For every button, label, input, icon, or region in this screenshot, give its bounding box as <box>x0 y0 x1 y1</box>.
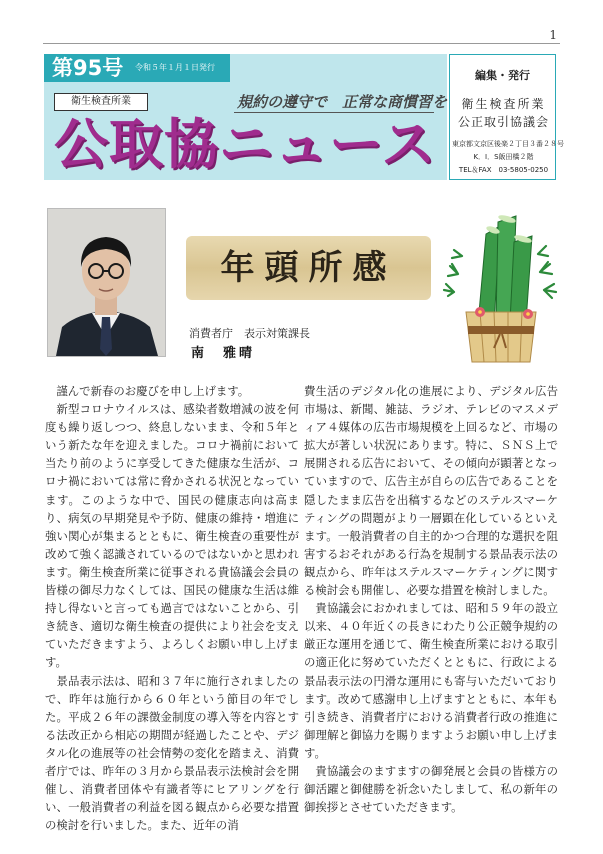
heading-banner <box>186 236 431 300</box>
article-column-left <box>45 382 299 834</box>
top-rule <box>43 43 560 44</box>
paragraph: 貴協議会におかれましては、昭和５９年の設立以来、４０年近くの長きにわたり公正競争規約の厳正な運用を通じて、衛生検査所業における取引の適正化に努めていただくとともに、行政による景品表示法の円滑な運用にも寄与いただいております。改めて感謝申し上げますとともに、本年も引き続き、消費者庁における消費者行政の推進に御理解と御協力を賜りますようお願い申し上げます。 <box>304 601 558 760</box>
paragraph: 景品表示法は、昭和３７年に施行されましたので、昨年は施行から６０年という節目の年でした。平成２６年の課徴金制度の導入等を内容とする法改正から相応の期間が経過したことや、デジタル化の進展等の社会情勢の変化を踏まえ、消費者庁では、昨年の３月から景品表示法検討会を開催し、消費者団体や有識者等にヒアリングを行い、一般消費者の利益を図る観点から必要な措置の検討を行いました。また、近年の消 <box>45 673 299 833</box>
publisher-line-2: 公正取引協議会 <box>457 115 549 129</box>
masthead <box>44 54 564 184</box>
paragraph: 費生活のデジタル化の進展により、デジタル広告市場は、新聞、雑誌、ラジオ、テレビのマスメディア４媒体の広告市場規模を上回るなど、市場の拡大が著しい状況にあります。特に、ＳＮＳ上で展開される広告において、その傾向が顕著となっていますので、広告主が自らの広告であることを隠したまま広告を出稿するなどのステルスマーケティングの問題がより一層顕在化しているといえます。一般消費者の自主的かつ合理的な選択を阻害するおそれがある行為を規制する景品表示法の観点から、昨年はステルスマーケティングに関する検討会も開催し、必要な措置を検討しました。 <box>304 384 558 598</box>
masthead-title-block <box>44 54 447 180</box>
author-name: 南 雅晴 <box>191 346 256 361</box>
article-heading: 年頭所感 <box>220 248 397 288</box>
address-line-2: K．I．S飯田橋２階 <box>473 153 534 161</box>
kadomatsu-illustration <box>440 214 562 364</box>
paragraph: 謹んで新春のお慶びを申し上げます。 <box>56 384 250 398</box>
address-line-1: 東京都文京区後楽２丁目３番２８号 <box>452 140 564 148</box>
paragraph: 新型コロナウイルスは、感染者数増減の波を何度も繰り返しつつ、終息しないまま、令和５年という新たな年を迎えました。コロナ禍前において当たり前のように享受してきた健康な生活が、コロナ禍においては常に脅かされる状況となっています。このような中で、国民の健康志向は高まり、病気の早期発見や予防、健康の維持・増進に強い関心が集まるとともに、衛生検査の重要性が改めて強く認識されているのではないかと思われます。衛生検査所業に従事される貴協議会会員の皆様の御尽力なくしては、国民の健康な生活は維持し得ないと言っても過言ではないことから、引き続き、適切な衛生検査の提供により社会を支えていただきますよう、よろしくお願い申し上げます。 <box>45 402 299 670</box>
article-column-right <box>304 382 558 816</box>
publisher-line-1: 衛生検査所業 <box>461 97 546 111</box>
paragraph: 貴協議会のますますの御発展と会員の皆様方の御活躍と御健勝を祈念いたしまして、私の新年の御挨拶とさせていただきます。 <box>304 763 558 815</box>
newsletter-title: 公取協ニュース <box>54 113 437 176</box>
editor-label: 編集・発行 <box>475 69 530 82</box>
page-number: 1 <box>549 28 557 42</box>
issue-number: 第95号 <box>52 56 124 80</box>
issue-date: 令和５年１月１日発行 <box>135 63 215 72</box>
portrait-illustration <box>48 209 165 356</box>
publisher-box <box>449 54 564 180</box>
slogan: 規約の遵守で 正常な商慣習を <box>237 93 448 111</box>
author-affiliation: 消費者庁 表示対策課長 <box>189 327 310 340</box>
org-badge: 衛生検査所業 <box>54 93 148 111</box>
tel-fax: TEL＆FAX 03-5805-0250 <box>458 166 549 174</box>
kadomatsu-icon <box>440 214 562 364</box>
issue-bar <box>44 54 230 82</box>
portrait-photo <box>47 208 166 357</box>
